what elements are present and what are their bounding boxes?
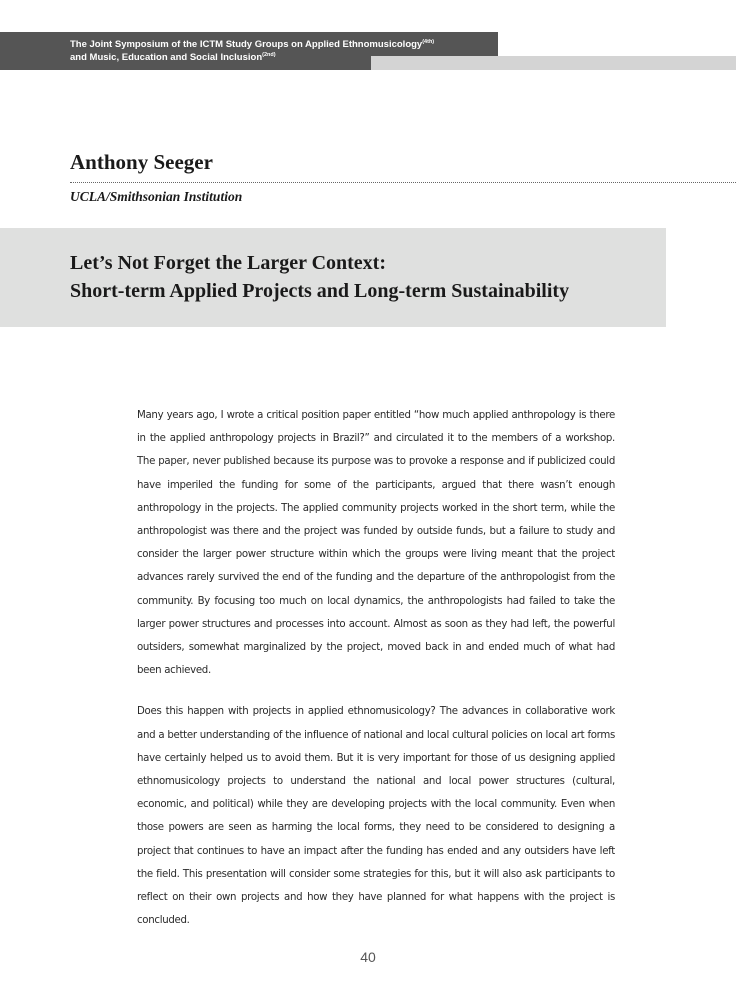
symposium-edition-2: (2nd) (262, 52, 276, 58)
author-affiliation: UCLA/Smithsonian Institution (70, 189, 243, 204)
author-name: Anthony Seeger (70, 150, 213, 174)
abstract-body (137, 404, 615, 950)
abstract-paragraph-2: Does this happen with projects in applied ethnomusicology? The advances in collaborative work and a better understanding of the influence of national and local cultural policies on local art forms have certainly helped us to avoid them. But it is very important for those of us designing applied ethnomusicology projects to understand the national and local power structures (cultural, economic, and political) while they are developing projects with the local community. Even when those powers are seen as harming the local forms, they need to be considered to designing a project that continues to have an impact after the funding has ended and any outsiders have left the field. This presentation will consider some strategies for this, but it will also ask participants to reflect on their own projects and how they have planned for what happens with the project is concluded. (137, 706, 615, 927)
page-number: 40 (360, 949, 376, 965)
symposium-header (70, 38, 490, 64)
symposium-edition-1: (4th) (422, 39, 435, 45)
paper-title-line1: Let’s Not Forget the Larger Context: (70, 252, 387, 274)
paper-title-line2: Short-term Applied Projects and Long-term Sustainability (70, 280, 570, 302)
title-band (0, 228, 666, 327)
symposium-header-line1: The Joint Symposium of the ICTM Study Groups on Applied Ethnomusicology$^{(4th)}$ (70, 39, 435, 50)
author-divider (70, 182, 736, 183)
symposium-header-line2: and Music, Education and Social Inclusion$^{(2nd)}$ (70, 52, 276, 63)
abstract-paragraph-1: Many years ago, I wrote a critical position paper entitled “how much applied anthropology is there in the applied anthropology projects in Brazil?” and circulated it to the members of a workshop. The paper, never published because its purpose was to provoke a response and if publicized could have imperiled the funding for some of the participants, argued that there wasn’t enough anthropology in the projects. The applied community projects worked in the short term, while the anthropologist was there and the project was funded by outside funds, but a failure to study and consider the larger power structure within which the groups were living meant that the project advances rarely survived the end of the funding and the departure of the anthropologist from the community. By focusing too much on local dynamics, the anthropologists had failed to take the larger power structures and processes into account. Almost as soon as they had left, the powerful outsiders, somewhat marginalized by the project, moved back in and ended much of what had been achieved. (137, 410, 615, 677)
